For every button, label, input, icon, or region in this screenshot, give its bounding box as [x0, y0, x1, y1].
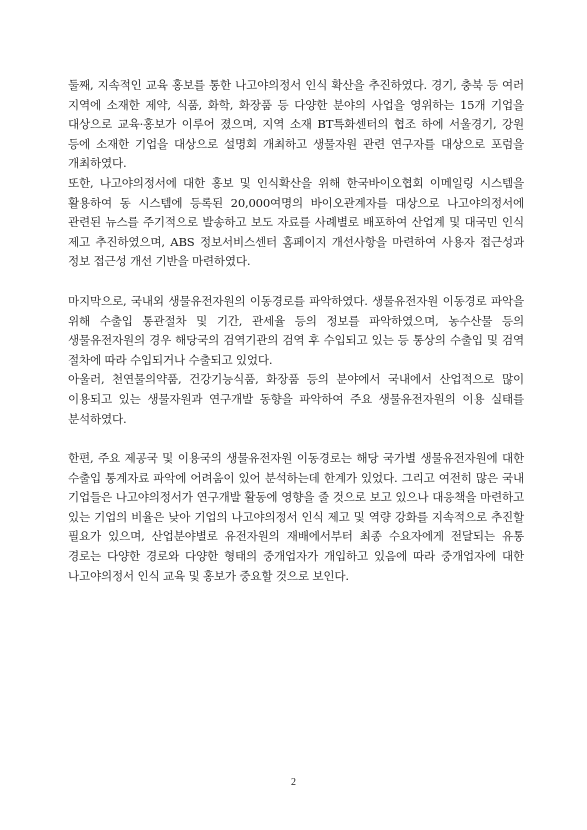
paragraph-usage-analysis: 아울러, 천연물의약품, 건강기능식품, 화장품 등의 분야에서 국내에서 산업적으로 많이 이용되고 있는 생물자원과 연구개발 동향을 파악하여 주요 생물유전자원의 이용 실태를 분석하였다. [68, 372, 524, 426]
paragraph-gap [68, 429, 524, 449]
paragraph-education-promotion: 둘째, 지속적인 교육 홍보를 통한 나고야의정서 인식 확산을 추진하였다. 경기, 충북 등 여러 지역에 소재한 제약, 식품, 화학, 화장품 등 다양한 분야의 사업을 영위하는 15개 기업을 대상으로 교육·홍보가 이루어 졌으며, 지역 소재 BT특화센터의 협조 하에 서울경기, 강원 등에 소재한 기업을 대상으로 설명회 개최하고 생물자원 관련 연구자를 대상으로 포럼을 개최하였다. [68, 78, 524, 171]
paragraph-movement-routes: 마지막으로, 국내외 생물유전자원의 이동경로를 파악하였다. 생물유전자원 이동경로 파악을 위해 수출입 통관절차 및 기간, 관세율 등의 정보를 파악하였으며, 농수산물 등의 생물유전자원의 경우 해당국의 검역기관의 검역 후 수입되고 있는 등 통상의 수출입 및 검역 절차에 따라 수입되거나 수출되고 있었다. [68, 293, 524, 367]
document-body [68, 76, 524, 586]
paragraph-awareness-expansion: 또한, 나고야의정서에 대한 홍보 및 인식확산을 위해 한국바이오협회 이메일링 시스템을 활용하여 동 시스템에 등록된 20,000여명의 바이오관계자를 대상으로 나고야의정서에 관련된 뉴스를 주기적으로 발송하고 보도 자료를 사례별로 배포하여 산업계 및 대국민 인식 제고 추진하였으며, ABS 정보서비스센터 홈페이지 개선사항을 마련하여 사용자 접근성과 정보 접근성 개선 기반을 마련하였다. [68, 175, 524, 269]
paragraph-limitations: 한편, 주요 제공국 및 이용국의 생물유전자원 이동경로는 해당 국가별 생물유전자원에 대한 수출입 통계자료 파악에 어려움이 있어 분석하는데 한계가 있었다. 그리고 여전히 많은 국내 기업들은 나고야의정서가 연구개발 활동에 영향을 줄 것으로 보고 있으나 대응책을 마련하고 있는 기업의 비율은 낮아 기업의 나고야의정서 인식 제고 및 역량 강화를 지속적으로 추진할 필요가 있으며, 산업분야별로 유전자원의 재배에서부터 최종 수요자에게 전달되는 유통 경로는 다양한 경로와 다양한 형태의 중개업자가 개입하고 있음에 따라 중개업자에 대한 나고야의정서 인식 교육 및 홍보가 중요할 것으로 보인다. [68, 451, 524, 583]
page-number: 2 [291, 777, 296, 788]
paragraph-gap [68, 272, 524, 292]
